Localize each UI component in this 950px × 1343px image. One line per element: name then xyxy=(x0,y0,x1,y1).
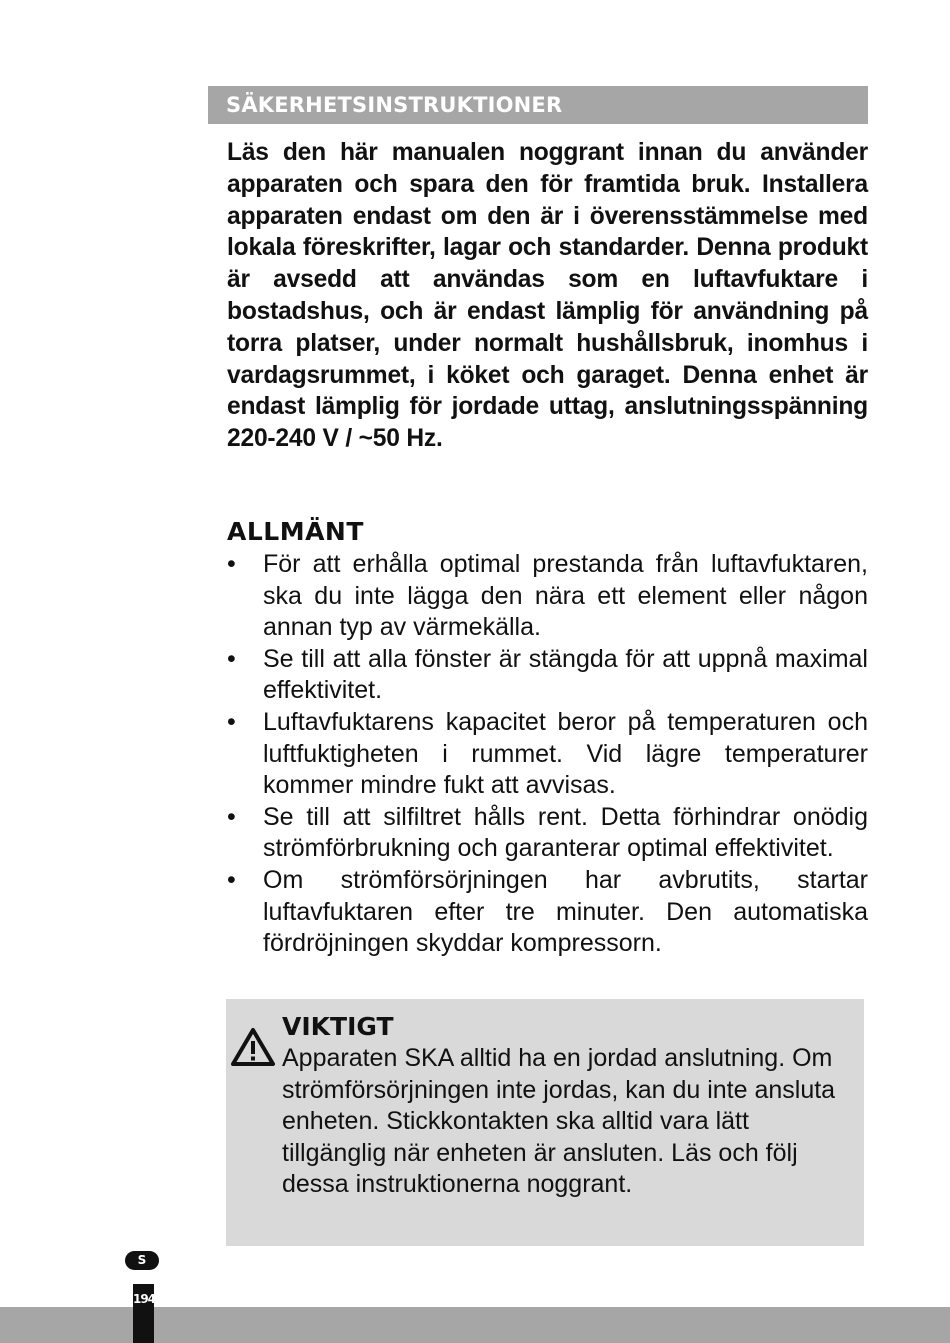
warning-triangle-icon xyxy=(230,1027,276,1067)
list-item-text: För att erhålla optimal prestanda från luftavfuktaren, ska du inte lägga den nära ett element eller någon annan typ av värmekälla. xyxy=(263,550,868,642)
section-header-safety: SÄKERHETSINSTRUKTIONER xyxy=(208,86,868,124)
bullet-icon: • xyxy=(227,802,236,831)
bullet-icon: • xyxy=(227,644,236,673)
intro-paragraph: Läs den här manualen noggrant innan du använder apparaten och spara den för framtida bruk. Installera apparaten endast om den är i överensstämmelse med lokala föreskrifter, lagar och standarder. Denna produkt är avsedd att användas som en luftavfuktare i bostadshus, och är endast lämplig för användning på torra platser, under normalt hushållsbruk, inomhus i vardagsrummet, i köket och garaget. Denna enhet är endast lämplig för jordade uttag, anslutningsspänning 220-240 V / ~50 Hz. xyxy=(227,139,868,453)
list-item-text: Se till att silfiltret hålls rent. Detta förhindrar onödig strömförbrukning och garanterar optimal effektivitet. xyxy=(263,802,868,863)
warning-title: VIKTIGT xyxy=(282,1012,394,1041)
list-item xyxy=(227,707,868,802)
list-item-text: Luftavfuktarens kapacitet beror på temperaturen och luftfuktigheten i rummet. Vid lägre temperaturer kommer mindre fukt att avvisas. xyxy=(263,707,868,800)
warning-text: Apparaten SKA alltid ha en jordad anslutning. Om strömförsörjningen inte jordas, kan du inte ansluta enheten. Stickkontakten ska alltid vara lätt tillgänglig när enheten är ansluten. Läs och följ dessa instruktionerna noggrant. xyxy=(282,1044,836,1199)
general-bullet-list xyxy=(227,549,868,960)
bullet-icon: • xyxy=(227,707,236,736)
language-badge: S xyxy=(125,1251,159,1270)
list-item-text: Se till att alla fönster är stängda för att uppnå maximal effektivitet. xyxy=(263,644,868,705)
list-item xyxy=(227,802,868,865)
list-item xyxy=(227,549,868,644)
warning-box xyxy=(226,999,864,1246)
list-item-text: Om strömförsörjningen har avbrutits, startar luftavfuktaren efter tre minuter. Den automatiska fördröjningen skyddar kompressorn. xyxy=(263,865,868,958)
general-heading: ALLMÄNT xyxy=(227,517,364,546)
bullet-icon: • xyxy=(227,865,236,894)
page-number: 194 xyxy=(132,1292,156,1306)
list-item xyxy=(227,865,868,960)
list-item xyxy=(227,644,868,707)
bullet-icon: • xyxy=(227,550,236,578)
